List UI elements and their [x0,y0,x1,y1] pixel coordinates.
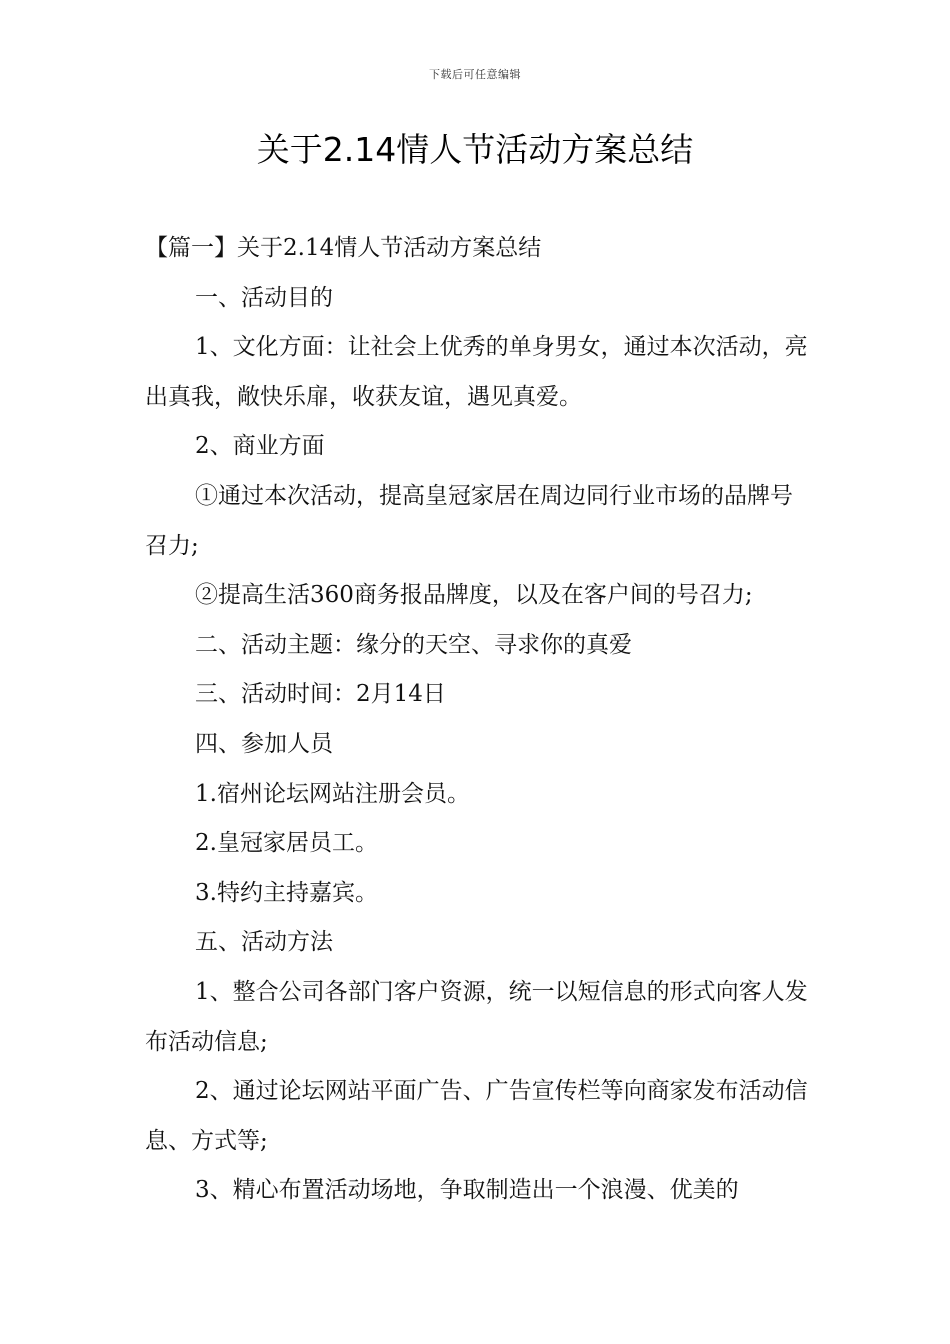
section-heading: 【篇一】关于2.14情人节活动方案总结 [145,235,542,261]
paragraph-participant-2: 2.皇冠家居员工。 [195,830,378,857]
paragraph-business-heading: 2、商业方面 [195,433,325,460]
header-note: 下载后可任意编辑 [429,68,521,81]
paragraph-purpose-heading: 一、活动目的 [195,284,333,311]
paragraph-business-item-2: ②提高生活360商务报品牌度，以及在客户间的号召力; [195,582,753,609]
paragraph-participant-1: 1.宿州论坛网站注册会员。 [195,780,470,807]
paragraph-methods-heading: 五、活动方法 [195,929,333,956]
paragraph-theme: 二、活动主题：缘分的天空、寻求你的真爱 [195,631,632,658]
paragraph-method-2: 2、通过论坛网站平面广告、广告宣传栏等向商家发布活动信息、方式等; [145,1078,808,1154]
document-title: 关于2.14情人节活动方案总结 [256,130,694,169]
document-body [145,224,815,1216]
paragraph-time: 三、活动时间：2月14日 [195,681,446,708]
paragraph-culture: 1、文化方面：让社会上优秀的单身男女，通过本次活动，亮出真我，敞快乐扉，收获友谊，遇见真爱。 [145,334,808,410]
paragraph-business-item-1: ①通过本次活动，提高皇冠家居在周边同行业市场的品牌号召力; [145,482,793,559]
paragraph-participant-3: 3.特约主持嘉宾。 [195,879,378,906]
paragraph-method-3: 3、精心布置活动场地，争取制造出一个浪漫、优美的 [195,1177,739,1204]
paragraph-method-1: 1、整合公司各部门客户资源，统一以短信息的形式向客人发布活动信息; [145,978,808,1055]
paragraph-participants-heading: 四、参加人员 [195,730,333,757]
